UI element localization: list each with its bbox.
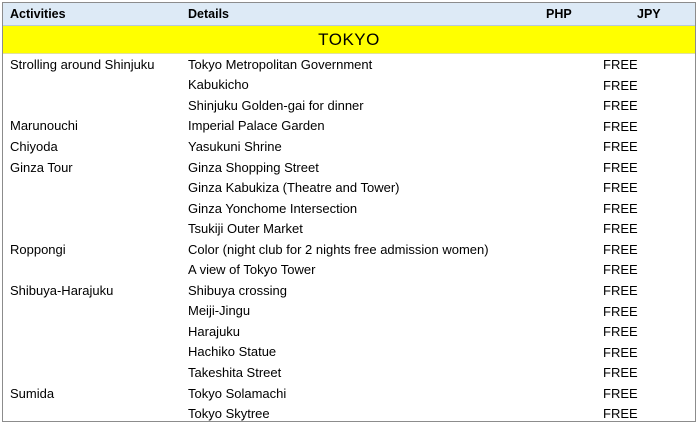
jpy-value: FREE — [603, 365, 638, 381]
header-activities: Activities — [3, 3, 181, 26]
jpy-value: FREE — [603, 283, 638, 299]
jpy-cell — [603, 301, 695, 322]
table-row — [3, 362, 695, 383]
detail-cell: Ginza Yonchome Intersection — [188, 200, 358, 216]
table-row — [3, 218, 695, 239]
jpy-cell — [603, 239, 695, 260]
activity-cell: Ginza Tour — [10, 159, 73, 175]
detail-cell: Tokyo Skytree — [188, 406, 270, 422]
detail-cell: Meiji-Jingu — [188, 303, 251, 319]
activity-cell — [3, 301, 181, 322]
detail-cell: Tokyo Metropolitan Government — [188, 56, 373, 72]
detail-cell: Takeshita Street — [188, 364, 282, 380]
jpy-value: FREE — [603, 57, 638, 72]
jpy-cell — [603, 136, 695, 157]
jpy-value: FREE — [603, 385, 638, 401]
jpy-cell — [603, 218, 695, 239]
jpy-value: FREE — [603, 118, 638, 134]
jpy-value: FREE — [603, 303, 638, 319]
jpy-value: FREE — [603, 200, 638, 216]
table-row — [3, 383, 695, 404]
jpy-value: FREE — [603, 159, 638, 175]
activity-cell — [3, 259, 181, 280]
jpy-value: FREE — [603, 406, 638, 422]
jpy-value: FREE — [603, 98, 638, 114]
jpy-value: FREE — [603, 139, 638, 155]
activity-cell — [3, 321, 181, 342]
jpy-cell — [603, 177, 695, 198]
table-row — [3, 321, 695, 342]
jpy-cell — [603, 116, 695, 137]
detail-cell: Harajuku — [188, 323, 241, 339]
jpy-cell — [603, 280, 695, 301]
jpy-cell — [603, 342, 695, 363]
table-row — [3, 136, 695, 157]
header-php: PHP — [531, 3, 615, 26]
jpy-value: FREE — [603, 221, 638, 237]
table-row — [3, 116, 695, 137]
table-row — [3, 259, 695, 280]
jpy-cell — [603, 362, 695, 383]
jpy-cell — [603, 403, 695, 424]
detail-cell: Shibuya crossing — [188, 282, 287, 298]
detail-cell: Imperial Palace Garden — [188, 118, 325, 134]
activity-cell: Roppongi — [10, 241, 66, 257]
activity-cell — [3, 342, 181, 363]
activity-cell: Chiyoda — [10, 138, 58, 154]
jpy-cell — [603, 157, 695, 178]
activity-cell — [3, 403, 181, 424]
table-row — [3, 177, 695, 198]
activity-cell: Sumida — [10, 385, 55, 401]
detail-cell: Ginza Shopping Street — [188, 159, 319, 175]
activity-cell: Strolling around Shinjuku — [10, 56, 155, 72]
activity-cell — [3, 177, 181, 198]
jpy-cell — [603, 321, 695, 342]
table-row — [3, 157, 695, 178]
activity-rows — [3, 54, 695, 424]
jpy-value: FREE — [603, 262, 638, 278]
table-row — [3, 95, 695, 116]
jpy-value: FREE — [603, 180, 638, 196]
city-title: TOKYO — [3, 26, 695, 54]
table-row — [3, 403, 695, 424]
table-row — [3, 54, 695, 75]
detail-cell: Tokyo Solamachi — [188, 385, 287, 401]
header-details: Details — [181, 3, 531, 26]
table-row — [3, 75, 695, 96]
jpy-value: FREE — [603, 344, 638, 360]
itinerary-table — [3, 3, 695, 424]
table-row — [3, 342, 695, 363]
activity-cell — [3, 75, 181, 96]
detail-cell: Ginza Kabukiza (Theatre and Tower) — [188, 180, 400, 196]
jpy-value: FREE — [603, 241, 638, 257]
detail-cell: Yasukuni Shrine — [188, 138, 282, 154]
jpy-value: FREE — [603, 77, 638, 93]
table-row — [3, 301, 695, 322]
jpy-cell — [603, 75, 695, 96]
itinerary-sheet — [2, 2, 696, 422]
activity-cell: Shibuya-Harajuku — [10, 282, 114, 298]
jpy-cell — [603, 198, 695, 219]
jpy-cell — [603, 54, 695, 75]
header-row — [3, 3, 695, 26]
table-row — [3, 198, 695, 219]
table-row — [3, 280, 695, 301]
jpy-value: FREE — [603, 324, 638, 340]
activity-cell — [3, 198, 181, 219]
jpy-cell — [603, 383, 695, 404]
detail-cell: Color (night club for 2 nights free admission women) — [188, 241, 489, 257]
activity-cell — [3, 218, 181, 239]
jpy-cell — [603, 95, 695, 116]
jpy-cell — [603, 259, 695, 280]
city-row — [3, 26, 695, 54]
table-row — [3, 239, 695, 260]
activity-cell — [3, 362, 181, 383]
detail-cell: A view of Tokyo Tower — [188, 262, 316, 278]
detail-cell: Tsukiji Outer Market — [188, 221, 303, 237]
detail-cell: Hachiko Statue — [188, 344, 277, 360]
activity-cell: Marunouchi — [10, 118, 78, 134]
detail-cell: Kabukicho — [188, 77, 249, 93]
activity-cell — [3, 95, 181, 116]
detail-cell: Shinjuku Golden-gai for dinner — [188, 97, 364, 113]
header-jpy: JPY — [615, 3, 695, 26]
